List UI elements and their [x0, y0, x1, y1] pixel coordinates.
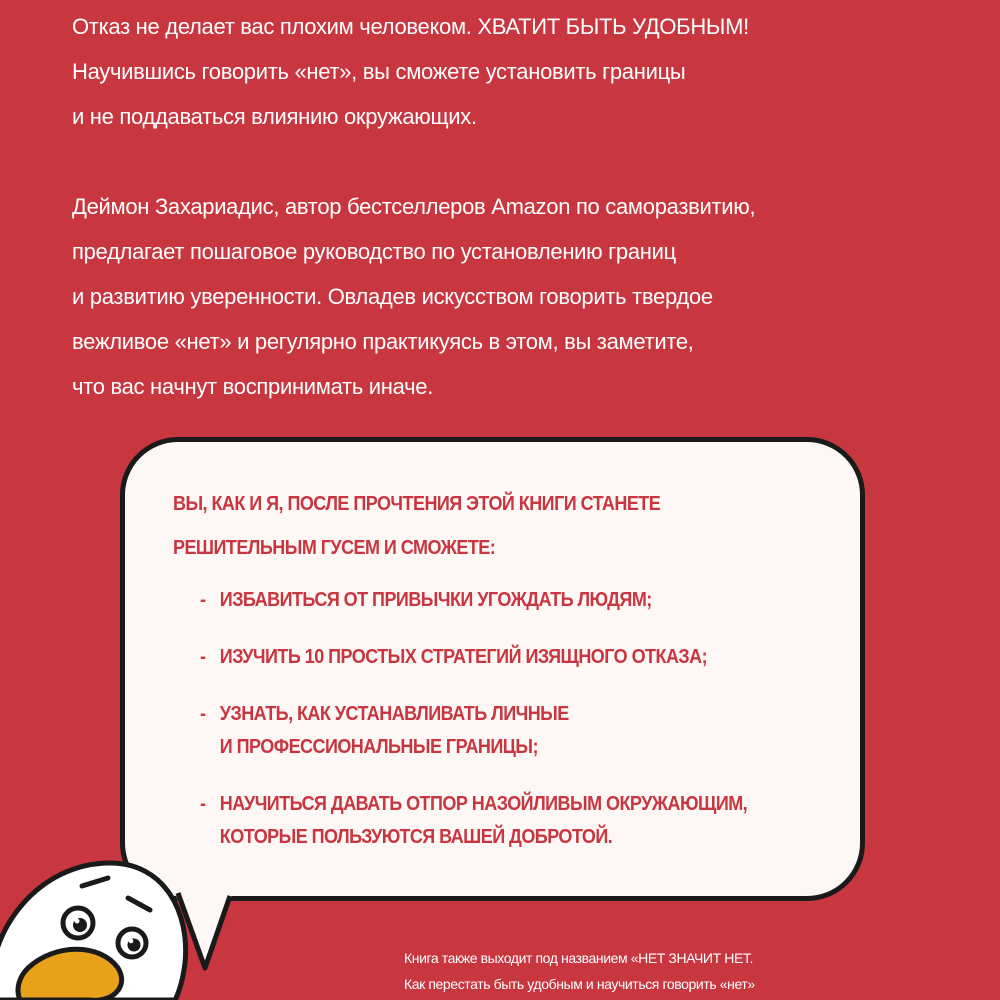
list-dash: - [200, 646, 206, 668]
list-dash: - [200, 703, 206, 725]
bubble-heading: ВЫ, КАК И Я, ПОСЛЕ ПРОЧТЕНИЯ ЭТОЙ КНИГИ СТАНЕТЕ РЕШИТЕЛЬНЫМ ГУСЕМ И СМОЖЕТЕ: [173, 493, 661, 559]
bubble-content [173, 482, 764, 878]
list-dash: - [200, 793, 206, 815]
list-item [200, 641, 764, 674]
intro-paragraph-1: Отказ не делает вас плохим человеком. ХВАТИТ БЫТЬ УДОБНЫМ! Научившись говорить «нет», вы сможете установить границы и не поддаваться влиянию окружающих. [72, 14, 749, 129]
list-dash: - [200, 589, 206, 611]
list-item [200, 698, 764, 764]
benefits-list [200, 584, 764, 854]
speech-bubble [120, 437, 865, 901]
list-item-text: ИЗУЧИТЬ 10 ПРОСТЫХ СТРАТЕГИЙ ИЗЯЩНОГО ОТКАЗА; [219, 646, 708, 668]
list-item-text: УЗНАТЬ, КАК УСТАНАВЛИВАТЬ ЛИЧНЫЕ И ПРОФЕССИОНАЛЬНЫЕ ГРАНИЦЫ; [219, 703, 569, 758]
intro-paragraph-2: Деймон Захариадис, автор бестселлеров Amazon по саморазвитию, предлагает пошаговое руководство по установлению границ и развитию уверенности. Овладев искусством говорить твердое вежливое «нет» и регулярно практикуясь в этом, вы заметите, что вас начнут воспринимать иначе. [72, 194, 756, 399]
list-item-text: ИЗБАВИТЬСЯ ОТ ПРИВЫЧКИ УГОЖДАТЬ ЛЮДЯМ; [219, 589, 652, 611]
list-item-text: НАУЧИТЬСЯ ДАВАТЬ ОТПОР НАЗОЙЛИВЫМ ОКРУЖАЮЩИМ, КОТОРЫЕ ПОЛЬЗУЮТСЯ ВАШЕЙ ДОБРОТОЙ. [219, 793, 748, 848]
list-item [200, 788, 764, 854]
goose-mascot-icon [0, 838, 260, 1000]
footer-note: Книга также выходит под названием «НЕТ ЗНАЧИТ НЕТ. Как перестать быть удобным и научиться говорить «нет» [404, 950, 755, 992]
list-item [200, 584, 764, 617]
intro-text [72, 4, 972, 409]
